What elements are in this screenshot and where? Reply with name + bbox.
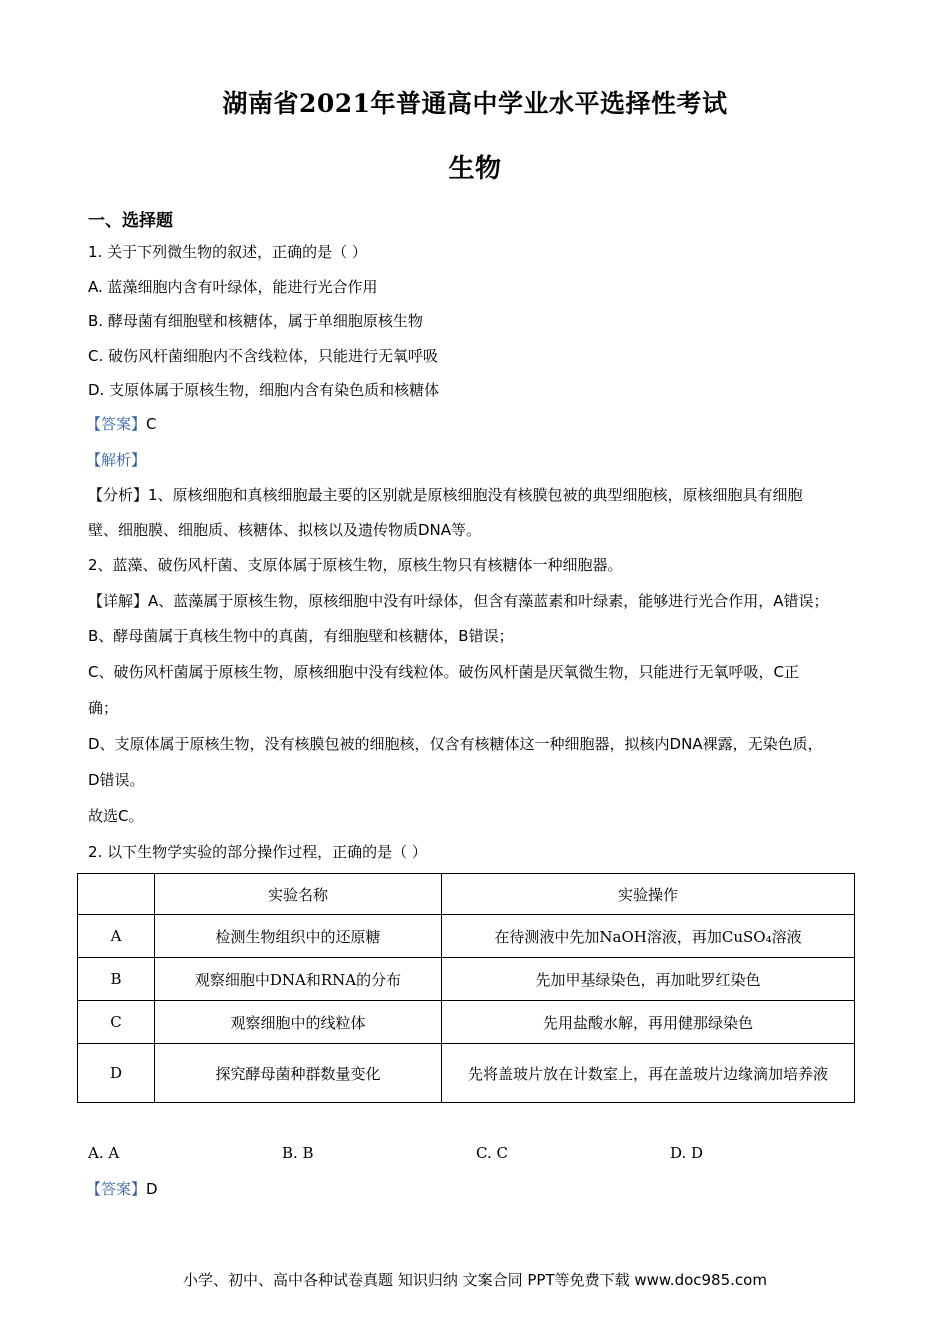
table-header-row bbox=[78, 874, 855, 915]
q2-option-d: D. D bbox=[670, 1144, 704, 1162]
q2-option-b: B. B bbox=[282, 1144, 314, 1162]
analysis-line: 壁、细胞膜、细胞质、核糖体、拟核以及遗传物质DNA等。 bbox=[88, 521, 482, 539]
analysis-line: B、酵母菌属于真核生物中的真菌，有细胞壁和核糖体，B错误； bbox=[88, 627, 514, 645]
subject-title: 生物 bbox=[448, 154, 502, 184]
q1-option-c: C. 破伤风杆菌细胞内不含线粒体，只能进行无氧呼吸 bbox=[88, 347, 439, 365]
analysis-line: D、支原体属于原核生物，没有核膜包被的细胞核，仅含有核糖体这一种细胞器，拟核内DNA裸露，无染色质， bbox=[88, 735, 823, 753]
table-cell: A bbox=[78, 915, 155, 958]
table-cell: 观察细胞中DNA和RNA的分布 bbox=[155, 958, 442, 1001]
answer-value: C bbox=[146, 415, 157, 433]
q1-option-b: B. 酵母菌有细胞壁和核糖体，属于单细胞原核生物 bbox=[88, 312, 423, 330]
table-cell: 观察细胞中的线粒体 bbox=[155, 1001, 442, 1044]
table-cell: C bbox=[78, 1001, 155, 1044]
q1-option-d: D. 支原体属于原核生物，细胞内含有染色质和核糖体 bbox=[88, 381, 440, 399]
table-cell: 先用盐酸水解，再用健那绿染色 bbox=[442, 1001, 855, 1044]
table-cell: 先将盖玻片放在计数室上，再在盖玻片边缘滴加培养液 bbox=[442, 1044, 855, 1103]
answer-tag: 【答案】 bbox=[86, 1180, 147, 1198]
q1-option-a: A. 蓝藻细胞内含有叶绿体，能进行光合作用 bbox=[88, 278, 378, 296]
q2-option-a: A. A bbox=[88, 1144, 120, 1162]
analysis-line: D错误。 bbox=[88, 771, 145, 789]
table-header bbox=[78, 874, 155, 915]
q1-answer bbox=[86, 414, 876, 434]
q2-answer bbox=[86, 1179, 876, 1199]
analysis-line: 故选C。 bbox=[88, 807, 144, 825]
exam-title: 湖南省2021年普通高中学业水平选择性考试 bbox=[222, 89, 728, 118]
analysis-line: 确； bbox=[88, 699, 119, 717]
table-cell: D bbox=[78, 1044, 155, 1103]
q1-analysis-tag: 【解析】 bbox=[86, 451, 147, 469]
q2-option-c: C. C bbox=[476, 1144, 508, 1162]
q2-options bbox=[88, 1144, 868, 1166]
table-header: 实验名称 bbox=[155, 874, 442, 915]
table-header: 实验操作 bbox=[442, 874, 855, 915]
footer-banner: 小学、初中、高中各种试卷真题 知识归纳 文案合同 PPT等免费下载 www.doc985.com bbox=[183, 1271, 767, 1289]
answer-value: D bbox=[146, 1180, 158, 1198]
table-cell: B bbox=[78, 958, 155, 1001]
analysis-line: 【分析】1、原核细胞和真核细胞最主要的区别就是原核细胞没有核膜包被的典型细胞核，原核细胞具有细胞 bbox=[88, 486, 803, 504]
table-row bbox=[78, 915, 855, 958]
section-heading: 一、选择题 bbox=[88, 211, 173, 231]
table-cell: 探究酵母菌种群数量变化 bbox=[155, 1044, 442, 1103]
experiment-table bbox=[77, 873, 855, 1103]
table-row bbox=[78, 1001, 855, 1044]
q1-stem: 1. 关于下列微生物的叙述，正确的是（ ） bbox=[88, 243, 367, 261]
table-cell: 先加甲基绿染色，再加吡罗红染色 bbox=[442, 958, 855, 1001]
table-row bbox=[78, 1044, 855, 1103]
q2-stem: 2. 以下生物学实验的部分操作过程，正确的是（ ） bbox=[88, 843, 427, 861]
analysis-line: 2、蓝藻、破伤风杆菌、支原体属于原核生物，原核生物只有核糖体一种细胞器。 bbox=[88, 556, 623, 574]
answer-tag: 【答案】 bbox=[86, 415, 147, 433]
table-row bbox=[78, 958, 855, 1001]
table-cell: 在待测液中先加NaOH溶液，再加CuSO₄溶液 bbox=[442, 915, 855, 958]
analysis-line: C、破伤风杆菌属于原核生物，原核细胞中没有线粒体。破伤风杆菌是厌氧微生物，只能进行无氧呼吸，C正 bbox=[88, 663, 799, 681]
analysis-line: 【详解】A、蓝藻属于原核生物，原核细胞中没有叶绿体，但含有藻蓝素和叶绿素，能够进行光合作用，A错误； bbox=[88, 592, 829, 610]
table-cell: 检测生物组织中的还原糖 bbox=[155, 915, 442, 958]
